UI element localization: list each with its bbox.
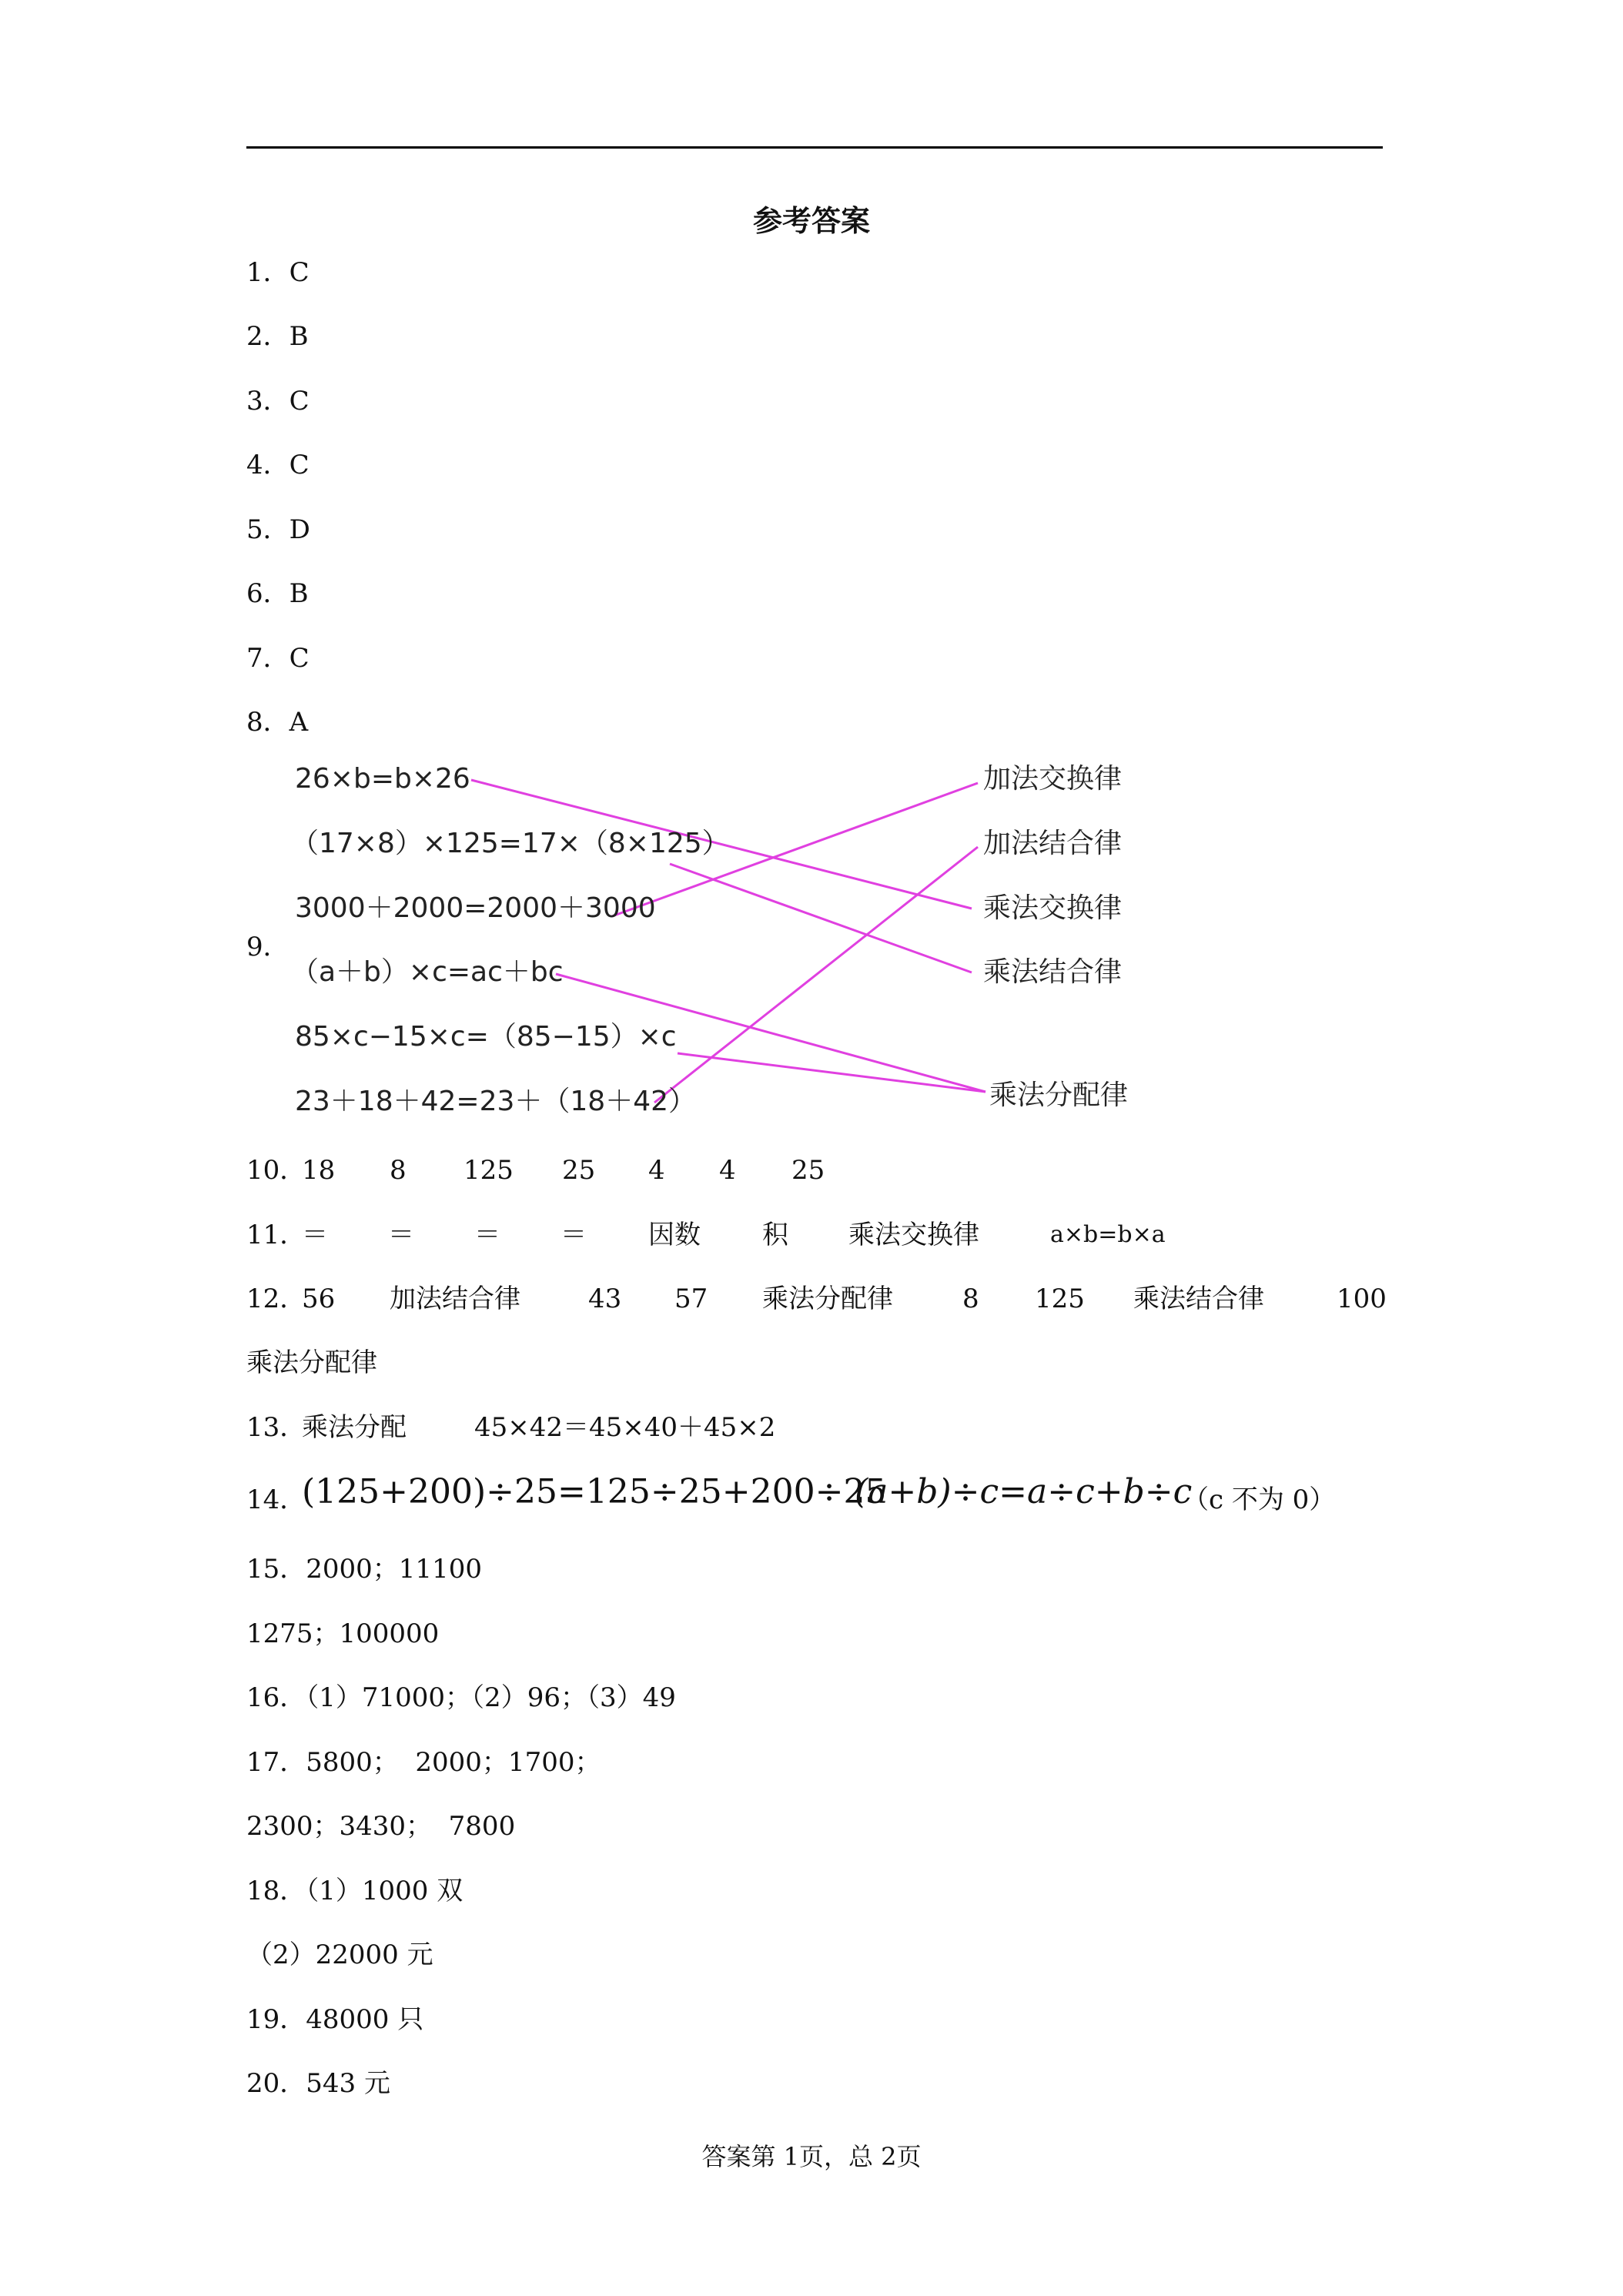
answer-2: 2．B — [246, 321, 309, 352]
answer-5: 5．D — [246, 514, 310, 545]
q9-left-5: 85×c−15×c=（85−15）×c — [295, 1021, 677, 1053]
q9-number: 9． — [246, 932, 289, 962]
answer-17: 17．5800； 2000；1700； — [246, 1747, 601, 1778]
equation-2: (a+b)÷c=a÷c+b÷c — [855, 1472, 1193, 1511]
answer-3: 3．C — [246, 386, 310, 417]
answer-16: 16．（1）71000；（2）96；（3）49 — [246, 1682, 676, 1713]
answer-4: 4．C — [246, 450, 310, 480]
answer-1: 1．C — [246, 257, 310, 288]
q9-right-1: 加法交换律 — [983, 763, 1123, 795]
q9-left-3: 3000＋2000=2000＋3000 — [295, 892, 656, 924]
connector-6 — [654, 847, 978, 1103]
answer-15: 15．2000；11100 — [246, 1554, 482, 1585]
q9-left-1: 26×b=b×26 — [295, 763, 470, 795]
answer-14: 14． (125+200)÷25=125÷25+200÷25 (a+b)÷c=a÷c+b÷c （c 不为 0） — [246, 1472, 1336, 1515]
answer-12-continued: 乘法分配律 — [246, 1347, 377, 1378]
q9-right-5: 乘法分配律 — [989, 1079, 1129, 1111]
q9-right-2: 加法结合律 — [983, 828, 1123, 859]
q9-left-2: （17×8）×125=17×（8×125） — [291, 828, 730, 859]
answer-17-line2: 2300；3430； 7800 — [246, 1811, 516, 1842]
answer-12: 12． 56 加法结合律 43 57 乘法分配律 8 125 乘法结合律 100 — [246, 1284, 1387, 1314]
page-title: 参考答案 — [752, 203, 870, 238]
answer-13: 13． 乘法分配 45×42＝45×40＋45×2 — [246, 1412, 776, 1443]
equation-1: (125+200)÷25=125÷25+200÷25 — [302, 1472, 887, 1511]
answer-8: 8．A — [246, 707, 309, 738]
connector-2 — [670, 864, 972, 972]
page-footer: 答案第 1页，总 2页 — [701, 2142, 922, 2171]
answer-11: 11． ＝ ＝ ＝ ＝ 因数 积 乘法交换律 a×b=b×a — [246, 1220, 1166, 1250]
answer-18-line2: （2）22000 元 — [246, 1940, 433, 1970]
answer-19: 19．48000 只 — [246, 2004, 424, 2035]
answer-20: 20．543 元 — [246, 2068, 390, 2099]
answer-7: 7．C — [246, 643, 310, 674]
answer-18: 18．（1）1000 双 — [246, 1876, 463, 1906]
q9-right-3: 乘法交换律 — [983, 892, 1123, 924]
q9-left-6: 23＋18＋42=23＋（18＋42） — [295, 1086, 697, 1117]
answer-6: 6．B — [246, 578, 309, 609]
connector-5 — [678, 1053, 986, 1092]
answer-15-line2: 1275；100000 — [246, 1618, 440, 1649]
q9-left-4: （a＋b）×c=ac＋bc — [291, 956, 564, 988]
answer-10: 10． 18 8 125 25 4 4 25 — [246, 1155, 825, 1186]
q9-right-4: 乘法结合律 — [983, 956, 1123, 988]
